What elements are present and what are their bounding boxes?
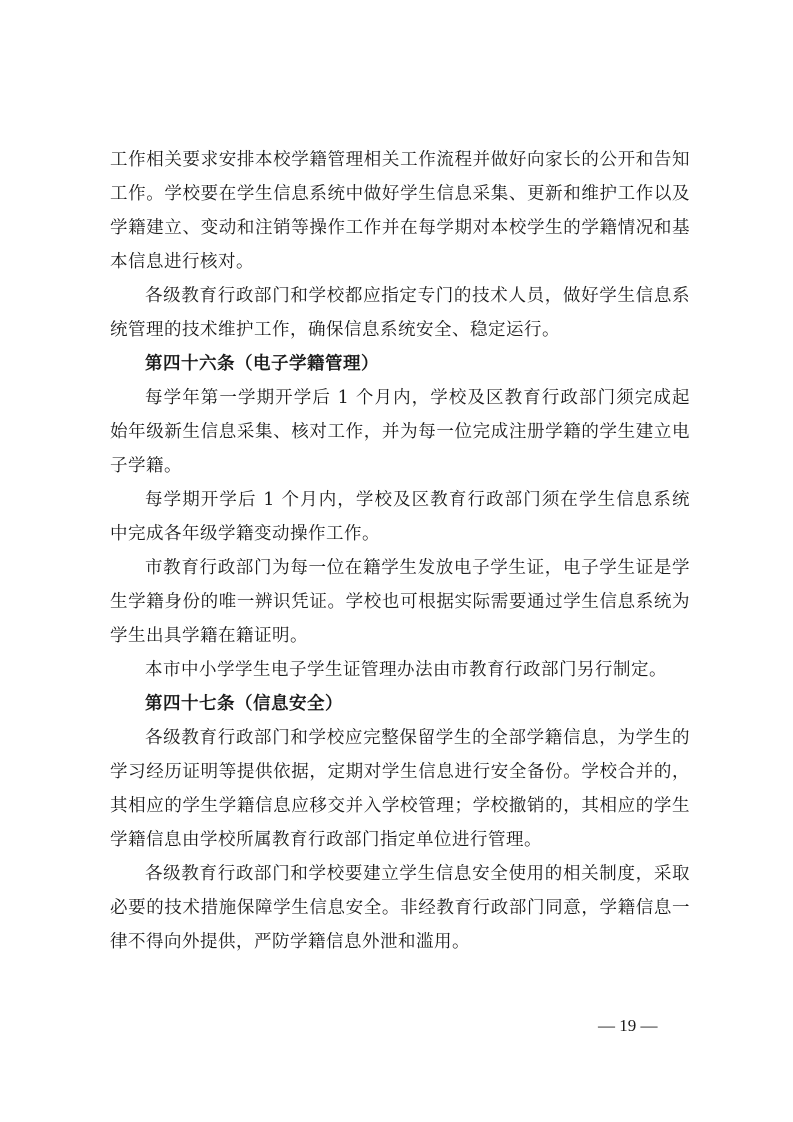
article-47-heading: 第四十七条（信息安全）: [145, 694, 343, 714]
paragraph-card-regulations: 本市中小学学生电子学生证管理办法由市教育行政部门另行制定。: [145, 660, 667, 680]
document-body: [110, 143, 690, 959]
page-number: — 19 —: [598, 1016, 658, 1035]
paragraph-status-change: 每学期开学后 1 个月内，学校及区教育行政部门须在学生信息系统中完成各年级学籍变动操作工作。: [110, 490, 690, 544]
paragraph-information-security: 各级教育行政部门和学校要建立学生信息安全使用的相关制度，采取必要的技术措施保障学生信息安全。非经教育行政部门同意，学籍信息一律不得向外提供，严防学籍信息外泄和滥用。: [110, 864, 690, 952]
paragraph-new-student-registration: 每学年第一学期开学后 1 个月内，学校及区教育行政部门须完成起始年级新生信息采集、核对工作，并为每一位完成注册学籍的学生建立电子学籍。: [110, 388, 690, 476]
paragraph-electronic-student-card: 市教育行政部门为每一位在籍学生发放电子学生证，电子学生证是学生学籍身份的唯一辨识凭证。学校也可根据实际需要通过学生信息系统为学生出具学籍在籍证明。: [110, 558, 690, 646]
paragraph-continuation: 工作相关要求安排本校学籍管理相关工作流程并做好向家长的公开和告知工作。学校要在学生信息系统中做好学生信息采集、更新和维护工作以及学籍建立、变动和注销等操作工作并在每学期对本校学生的学籍情况和基本信息进行核对。: [110, 150, 690, 272]
paragraph-technical-staff: 各级教育行政部门和学校都应指定专门的技术人员，做好学生信息系统管理的技术维护工作，确保信息系统安全、稳定运行。: [110, 286, 690, 340]
article-46-heading: 第四十六条（电子学籍管理）: [145, 354, 379, 374]
paragraph-record-retention: 各级教育行政部门和学校应完整保留学生的全部学籍信息，为学生的学习经历证明等提供依据，定期对学生信息进行安全备份。学校合并的，其相应的学生学籍信息应移交并入学校管理；学校撤销的，其相应的学生学籍信息由学校所属教育行政部门指定单位进行管理。: [110, 728, 690, 850]
